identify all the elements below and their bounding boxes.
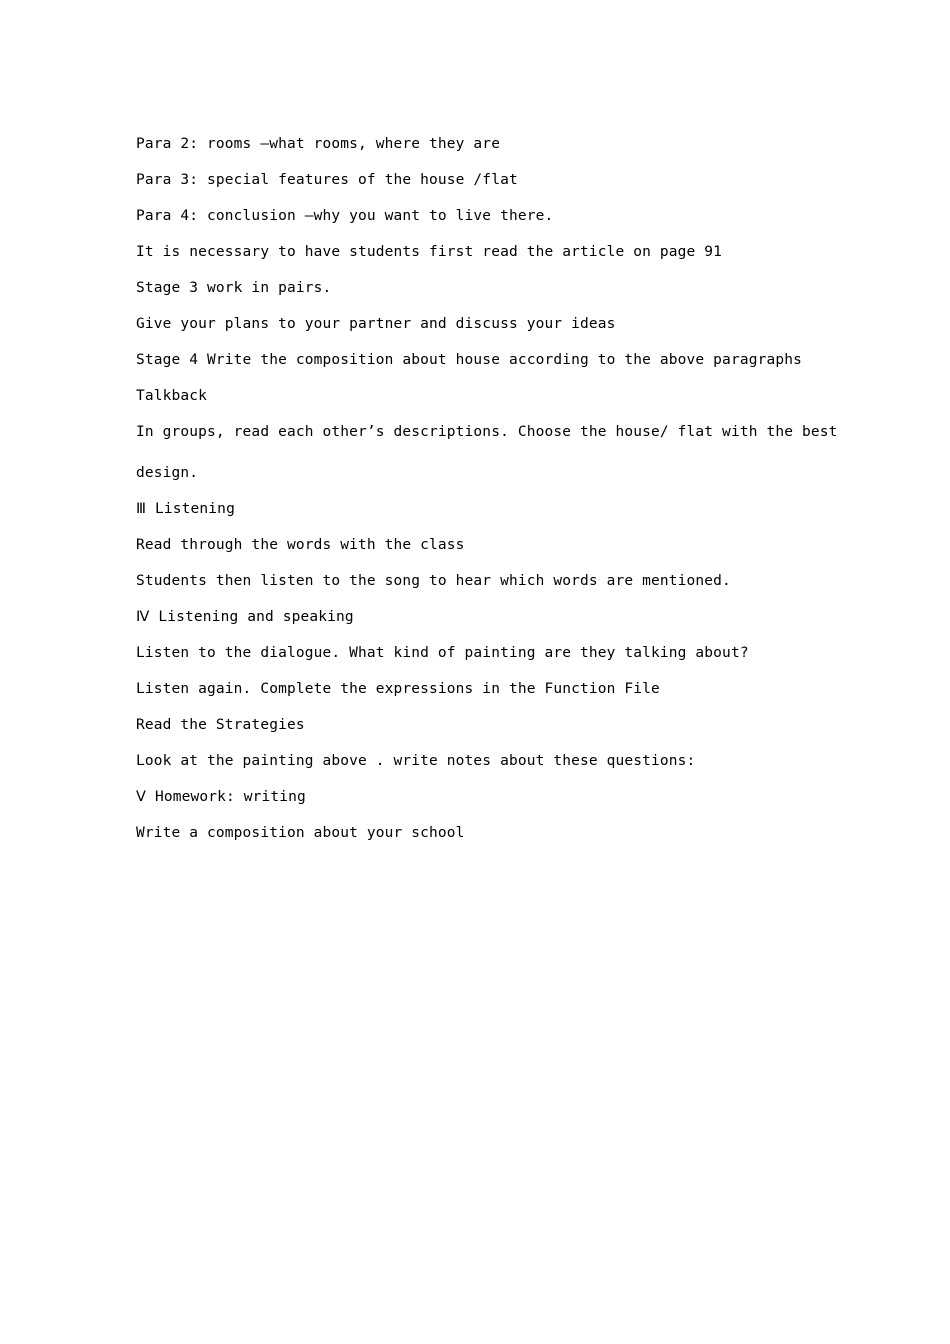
listening-instruction-1: Read through the words with the class: [136, 537, 465, 553]
stage-3-heading: Stage 3 work in pairs.: [136, 280, 332, 296]
talkback-instruction-line-2: design.: [136, 465, 199, 481]
para-3-line: Para 3: special features of the house /flat: [136, 172, 518, 188]
stage-4-heading: Stage 4 Write the composition about house according to the above paragraphs: [136, 352, 802, 368]
section-iii-heading: Ⅲ Listening: [136, 501, 235, 517]
para-4-line: Para 4: conclusion –why you want to live there.: [136, 208, 554, 224]
talkback-heading: Talkback: [136, 388, 208, 404]
speaking-instruction-4: Look at the painting above . write notes about these questions:: [136, 753, 696, 769]
talkback-instruction-line-1: In groups, read each other’s descriptions. Choose the house/ flat with the best: [136, 424, 838, 440]
para-2-line: Para 2: rooms –what rooms, where they are: [136, 136, 501, 152]
reading-note-line: It is necessary to have students first read the article on page 91: [136, 244, 723, 260]
speaking-instruction-3: Read the Strategies: [136, 717, 305, 733]
stage-3-instruction: Give your plans to your partner and discuss your ideas: [136, 316, 616, 332]
speaking-instruction-1: Listen to the dialogue. What kind of painting are they talking about?: [136, 645, 749, 661]
speaking-instruction-2: Listen again. Complete the expressions in the Function File: [136, 681, 660, 697]
homework-instruction: Write a composition about your school: [136, 825, 465, 841]
section-iv-heading: Ⅳ Listening and speaking: [136, 609, 354, 625]
listening-instruction-2: Students then listen to the song to hear which words are mentioned.: [136, 573, 731, 589]
section-v-heading: Ⅴ Homework: writing: [136, 789, 306, 805]
document-body: [136, 126, 838, 851]
